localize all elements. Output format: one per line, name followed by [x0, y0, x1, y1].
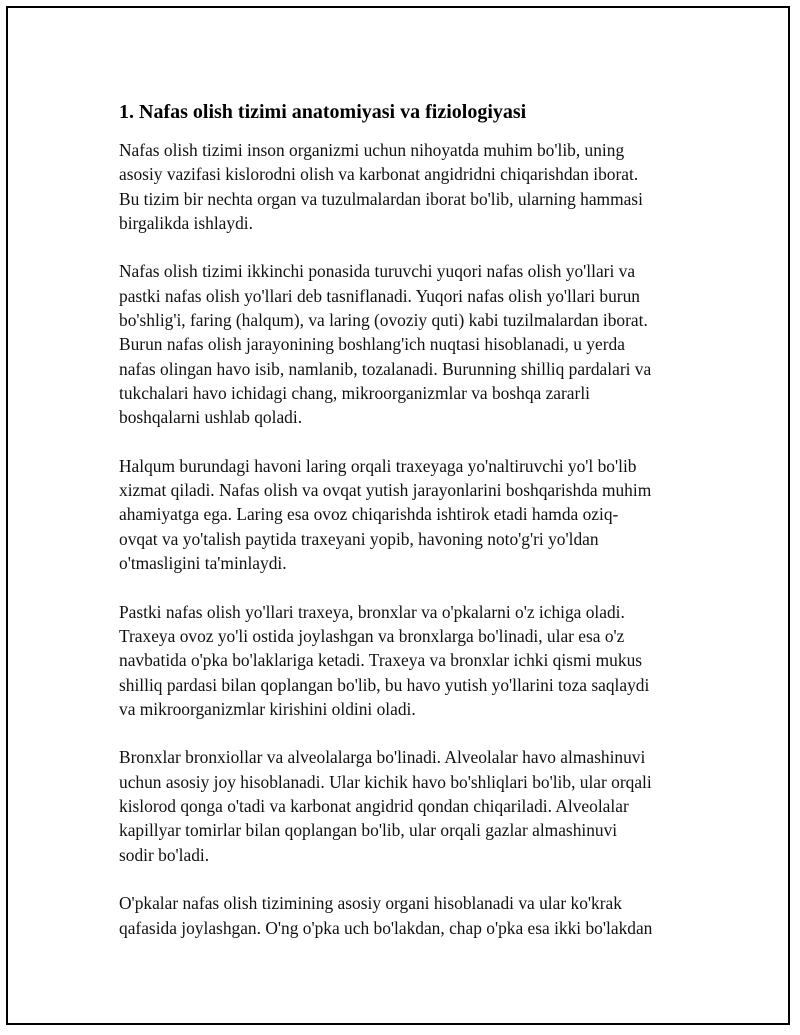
text-line: nafas olingan havo isib, namlanib, tozalanadi. Burunning shilliq pardalari va: [119, 358, 652, 379]
paragraph: [119, 138, 699, 235]
text-line: bo'shlig'i, faring (halqum), va laring (ovoziy quti) kabi tuzilmalardan iborat.: [119, 310, 648, 331]
text-line: Halqum burundagi havoni laring orqali traxeyaga yo'naltiruvchi yo'l bo'lib: [119, 455, 637, 476]
text-line: navbatida o'pka bo'laklariga ketadi. Traxeya va bronxlar ichki qismi mukus: [119, 650, 643, 671]
paragraph: [119, 600, 699, 721]
text-line: Nafas olish tizimi ikkinchi ponasida turuvchi yuqori nafas olish yo'llari va: [119, 261, 636, 282]
text-line: ahamiyatga ega. Laring esa ovoz chiqarishda ishtirok etadi hamda oziq-: [119, 504, 619, 525]
text-line: Nafas olish tizimi inson organizmi uchun nihoyatda muhim bo'lib, uning: [119, 140, 625, 160]
text-line: Traxeya ovoz yo'li ostida joylashgan va bronxlarga bo'linadi, ular esa o'z: [119, 625, 625, 646]
text-line: uchun asosiy joy hisoblanadi. Ular kichik havo bo'shliqlari bo'lib, ular orqali: [119, 771, 652, 792]
text-line: o'tmasligini ta'minlaydi.: [119, 553, 287, 574]
document-body: [119, 100, 699, 964]
text-line: sodir bo'ladi.: [119, 844, 210, 865]
text-line: O'pkalar nafas olish tizimining asosiy organi hisoblanadi va ular ko'krak: [119, 893, 622, 914]
text-line: qafasida joylashgan. O'ng o'pka uch bo'lakdan, chap o'pka esa ikki bo'lakdan: [119, 917, 653, 938]
paragraph: [119, 891, 699, 940]
text-line: Burun nafas olish jarayonining boshlang'ich nuqtasi hisoblanadi, u yerda: [119, 334, 625, 355]
paragraph-list: [119, 138, 699, 940]
paragraph: [119, 259, 699, 429]
text-line: asosiy vazifasi kislorodni olish va karbonat angidridni chiqarishdan iborat.: [119, 164, 639, 185]
text-line: birgalikda ishlaydi.: [119, 212, 253, 233]
paragraph: [119, 745, 699, 866]
text-line: va mikroorganizmlar kirishini oldini oladi.: [119, 698, 416, 719]
paragraph: [119, 454, 699, 575]
text-line: Bronxlar bronxiollar va alveolalarga bo'linadi. Alveolalar havo almashinuvi: [119, 747, 646, 768]
text-line: xizmat qiladi. Nafas olish va ovqat yutish jarayonlarini boshqarishda muhim: [119, 480, 652, 501]
text-line: shilliq pardasi bilan qoplangan bo'lib, bu havo yutish yo'llarini toza saqlaydi: [119, 674, 650, 695]
text-line: Bu tizim bir nechta organ va tuzulmalardan iborat bo'lib, ularning hammasi: [119, 188, 643, 209]
text-line: tukchalari havo ichidagi chang, mikroorganizmlar va boshqa zararli: [119, 382, 590, 403]
text-line: kapillyar tomirlar bilan qoplangan bo'lib, ular orqali gazlar almashinuvi: [119, 820, 618, 841]
text-line: Pastki nafas olish yo'llari traxeya, bronxlar va o'pkalarni o'z ichiga oladi.: [119, 601, 625, 622]
section-heading: 1. Nafas olish tizimi anatomiyasi va fiziologiyasi: [119, 101, 527, 123]
text-line: boshqalarni ushlab qoladi.: [119, 407, 303, 428]
text-line: pastki nafas olish yo'llari deb tasniflanadi. Yuqori nafas olish yo'llari burun: [119, 285, 640, 306]
text-line: kislorod qonga o'tadi va karbonat angidrid qondan chiqariladi. Alveolalar: [119, 796, 629, 817]
document-page: [6, 6, 790, 1025]
text-line: ovqat va yo'talish paytida traxeyani yopib, havoning noto'g'ri yo'ldan: [119, 528, 599, 549]
